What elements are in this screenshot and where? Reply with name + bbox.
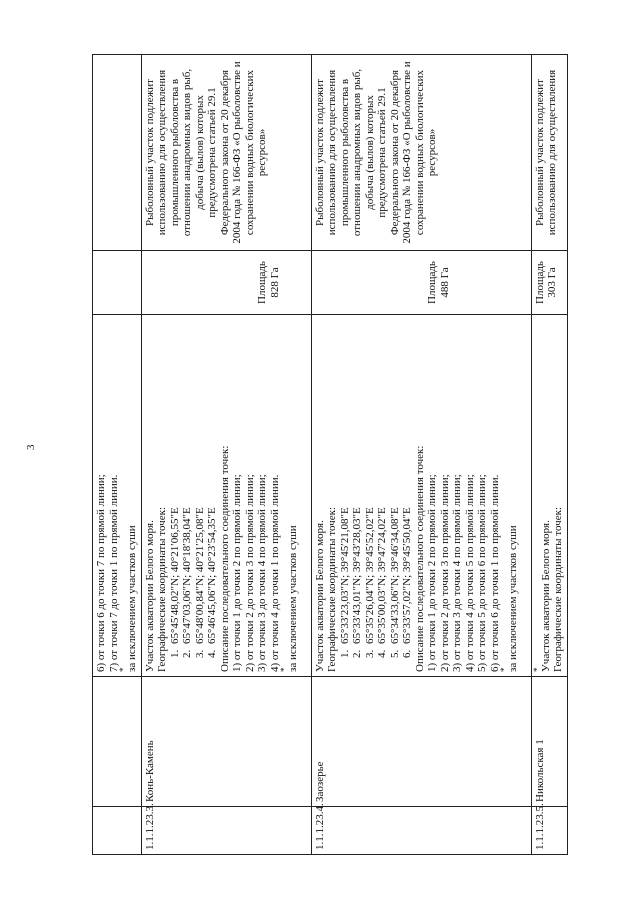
- area-description: [141, 315, 311, 677]
- segment-line: 2) от точки 2 до точки 3 по прямой линии;: [243, 474, 256, 672]
- connection-title: Описание последовательного соединения точек:: [413, 445, 426, 672]
- coord-point: 3.65°48′00,84″N; 40°21′25,08″E: [193, 507, 206, 658]
- coord-point: 2.65°47′03,06″N; 40°18′38,04″E: [181, 507, 193, 658]
- cell-purpose: [93, 55, 142, 251]
- area-value: 303 Га: [546, 267, 558, 298]
- coord-point: 4.65°46′45,06″N; 40°23′54,35″E: [206, 507, 218, 658]
- description-header: Участок акватории Белого моря.: [539, 520, 552, 672]
- area-description: [311, 315, 531, 677]
- coord-point: 1.65°33′23,03″N; 39°45′21,08″E: [338, 507, 351, 658]
- coord-point: 1.65°45′48,02″N; 40°21′06,55″E: [168, 507, 181, 658]
- footnote-asterisk: *: [531, 667, 542, 672]
- segment-line: 6) от точки 6 до точки 7 по прямой линии;: [95, 474, 107, 672]
- area-label: Площадь: [426, 261, 438, 304]
- table-row: [311, 55, 531, 855]
- segment-line: 1) от точки 1 до точки 2 по прямой линии;: [426, 474, 438, 672]
- description-header: Участок акватории Белого моря.: [313, 520, 326, 672]
- cell-number: [93, 807, 142, 855]
- description-header: Участок акватории Белого моря.: [143, 520, 156, 672]
- coord-point: 2.65°33′43,01″N; 39°43′28,03″E: [351, 507, 363, 658]
- coords-title: Географические координаты точек:: [156, 507, 168, 672]
- area-size: [311, 251, 531, 315]
- segment-line: 4) от точки 4 до точки 1 по прямой линии.: [268, 474, 281, 672]
- cell-name: [93, 677, 142, 807]
- exclusion-note: за исключением участков суши: [507, 525, 519, 672]
- cell-area: [93, 251, 142, 315]
- segment-line: 7) от точки 7 до точки 1 по прямой линии.: [107, 474, 120, 672]
- segment-line: 2) от точки 2 до точки 3 по прямой линии;: [438, 474, 451, 672]
- area-description: [531, 315, 567, 677]
- coord-point: 3.65°35′26,04″N; 39°45′52,02″E: [363, 507, 376, 658]
- page-number: 3: [25, 444, 37, 450]
- area-purpose: Рыболовный участок подлежит использованию для осуществления промышленного рыболовства в отношении анадромных видов рыб, добыча (вылов) которых предусмотрена статьей 29.1 Федерального закона от 20 декабря 2004 года № 166-ФЗ «О рыболовстве и сохранении водных биологических ресурсов»: [141, 55, 311, 251]
- segment-line: 6) от точки 6 до точки 1 по прямой линии.: [488, 474, 501, 672]
- cell-description: [93, 315, 142, 677]
- connection-title: Описание последовательного соединения точек:: [218, 445, 231, 672]
- table-row-continuation: [93, 55, 142, 855]
- row-number: 1.1.1.23.3.: [141, 807, 311, 855]
- area-name: Никольская 1: [531, 677, 567, 807]
- table-row: [141, 55, 311, 855]
- segment-line: 3) от точки 3 до точки 4 по прямой линии;: [256, 474, 268, 672]
- segment-line: 3) от точки 3 до точки 4 по прямой линии;: [451, 474, 463, 672]
- area-purpose: Рыболовный участок подлежит использованию для осуществления: [531, 55, 567, 251]
- area-name: Конь-Камень: [141, 677, 311, 807]
- coord-point: 6.65°33′57,02″N; 39°45′50,04″E: [401, 507, 413, 658]
- row-number: 1.1.1.23.4.: [311, 807, 531, 855]
- area-size: [531, 251, 567, 315]
- area-label: Площадь: [256, 261, 268, 304]
- coord-point: 5.65°34′33,06″N; 39°46′34,08″E: [388, 507, 401, 658]
- area-name: Заозерье: [311, 677, 531, 807]
- exclusion-note: за исключением участков суши: [126, 525, 138, 672]
- segment-line: 1) от точки 1 до точки 2 по прямой линии;: [231, 474, 243, 672]
- coords-title: Географические координаты точек:: [552, 507, 564, 672]
- area-label: Площадь: [533, 261, 546, 304]
- area-value: 828 Га: [268, 267, 281, 298]
- exclusion-note: за исключением участков суши: [287, 525, 299, 672]
- footnote-asterisk: *: [118, 667, 128, 672]
- footnote-asterisk: *: [499, 667, 509, 672]
- row-number: 1.1.1.23.5.: [531, 807, 567, 855]
- landscape-sheet: [92, 55, 607, 855]
- table-row: [531, 55, 567, 855]
- coords-title: Географические координаты точек:: [326, 507, 338, 672]
- fishing-areas-table: [92, 54, 568, 855]
- segment-line: 4) от точки 4 до точки 5 по прямой линии;: [463, 474, 476, 672]
- footnote-asterisk: *: [279, 667, 289, 672]
- area-size: [141, 251, 311, 315]
- segment-line: 5) от точки 5 до точки 6 по прямой линии;: [476, 474, 488, 672]
- coord-point: 4.65°35′00,03″N; 39°47′24,02″E: [376, 507, 388, 658]
- area-value: 488 Га: [438, 267, 451, 298]
- area-purpose: Рыболовный участок подлежит использованию для осуществления промышленного рыболовства в отношении анадромных видов рыб, добыча (вылов) которых предусмотрена статьей 29.1 Федерального закона от 20 декабря 2004 года № 166-ФЗ «О рыболовстве и сохранении водных биологических ресурсов»: [311, 55, 531, 251]
